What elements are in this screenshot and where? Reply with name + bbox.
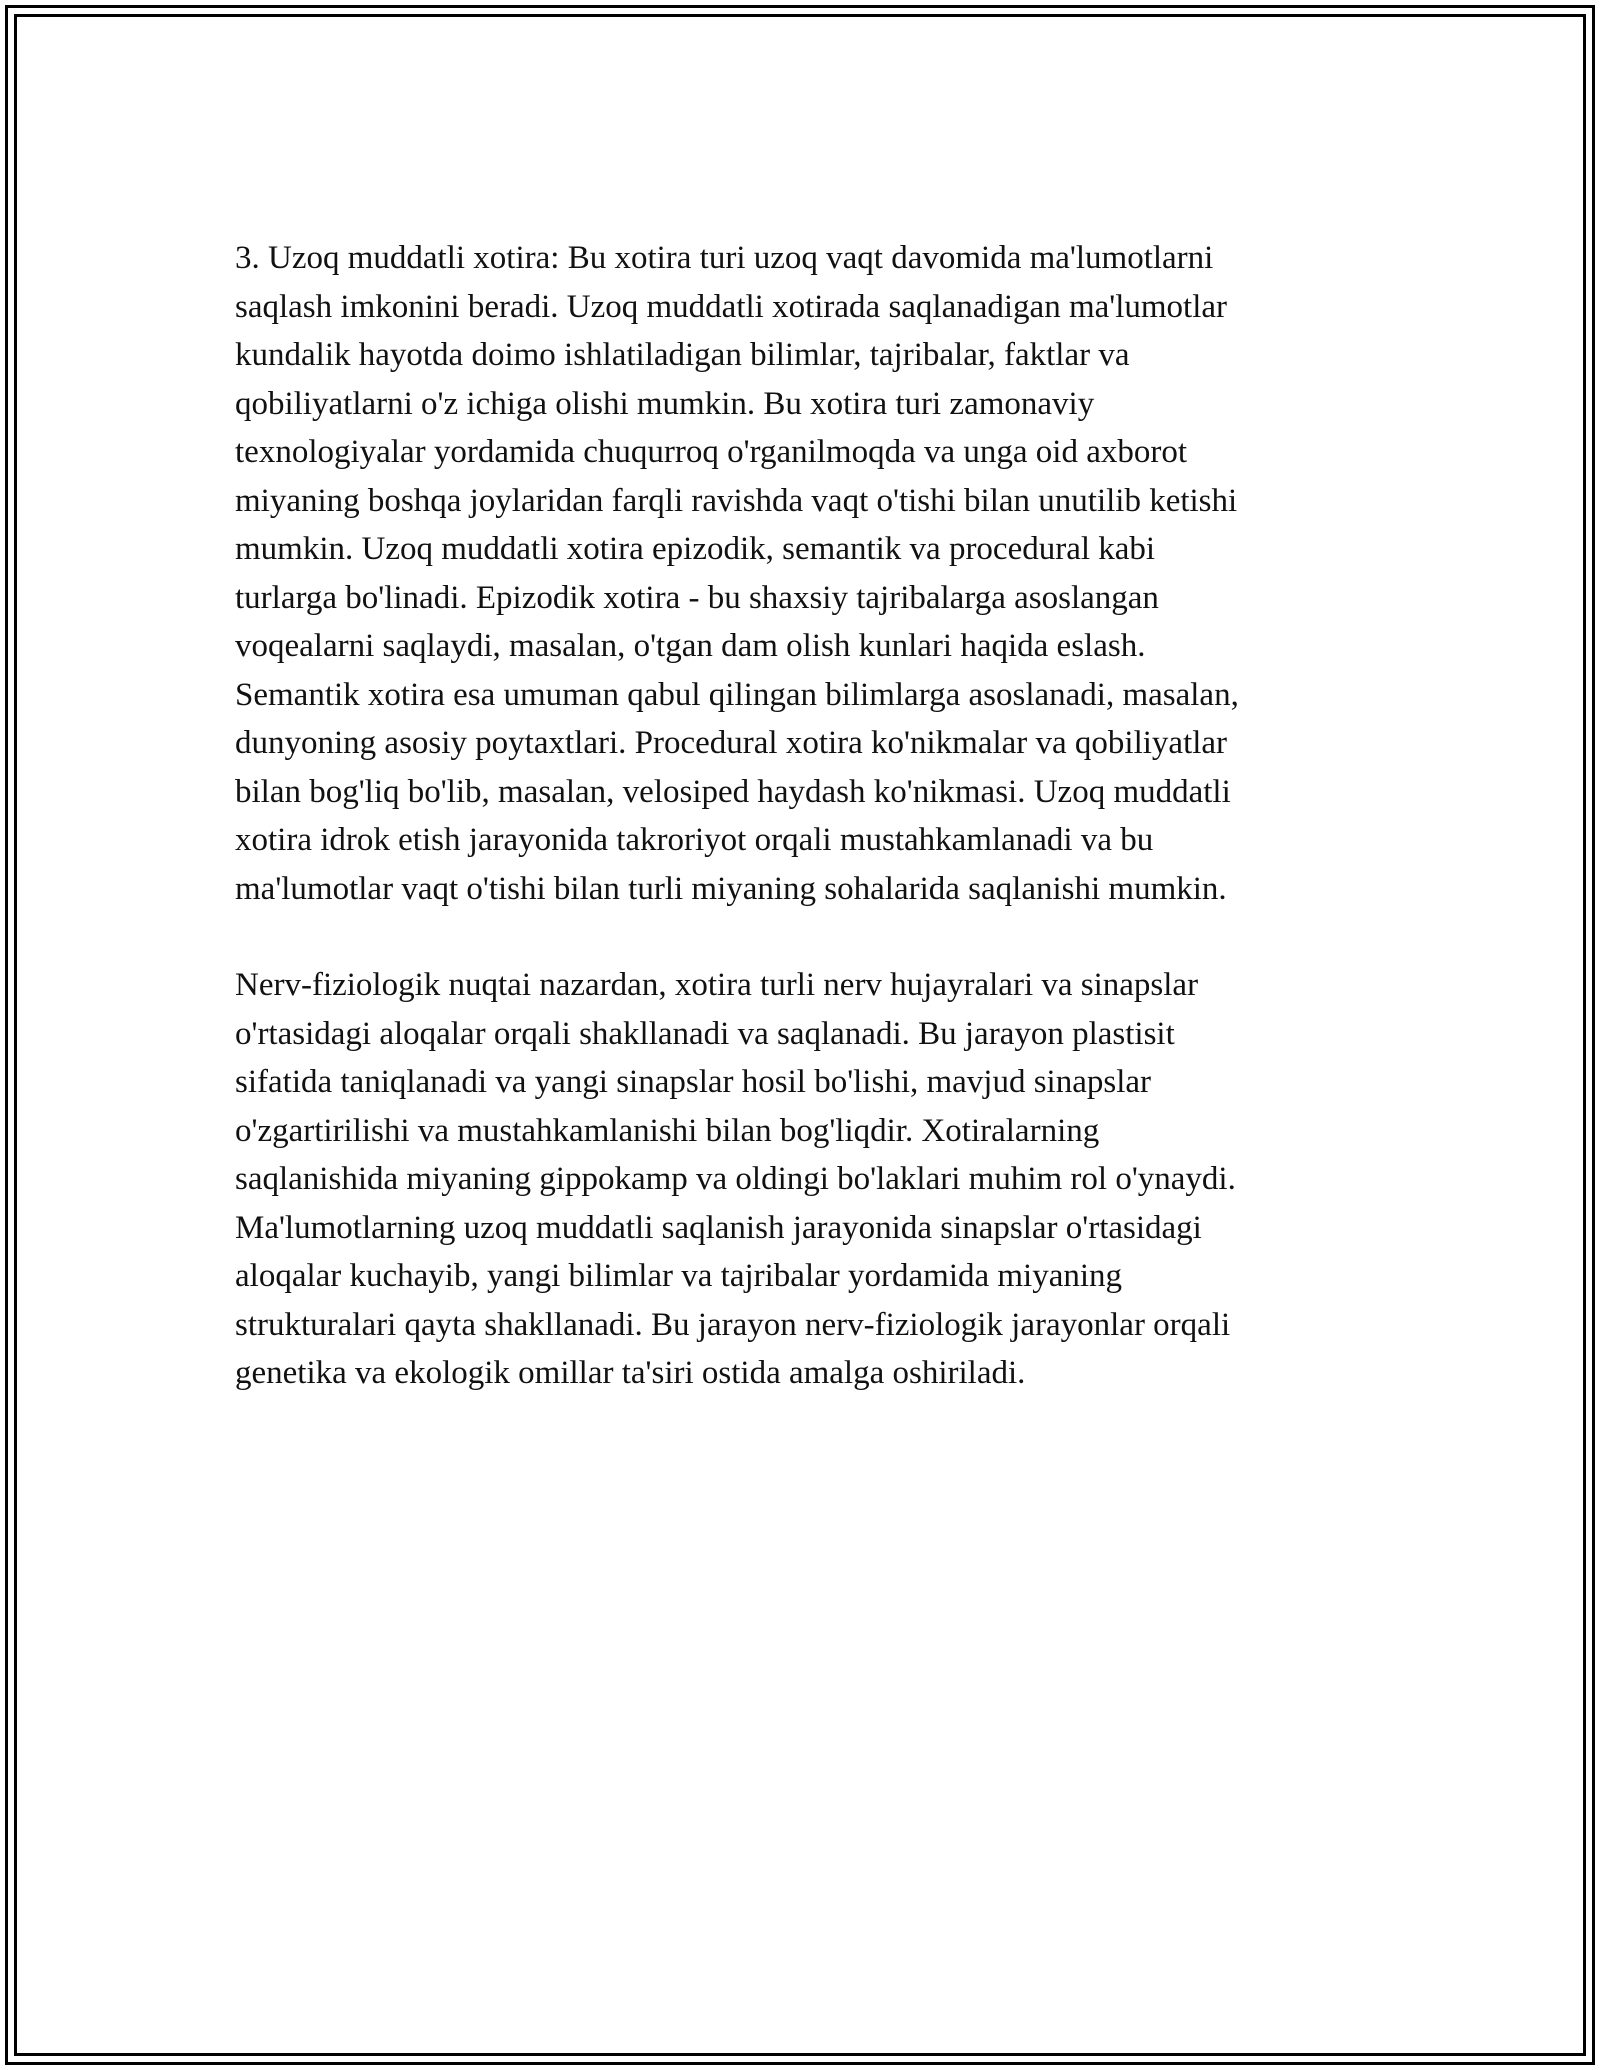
document-body [235, 234, 1365, 1446]
paragraph-long-term-memory: 3. Uzoq muddatli xotira: Bu xotira turi uzoq vaqt davomida ma'lumotlarni saqlash imkonini beradi. Uzoq muddatli xotirada saqlanadigan ma'lumotlar kundalik hayotda doimo ishlatiladigan bilimlar, tajribalar, faktlar va qobiliyatlarni o'z ichiga olishi mumkin. Bu xotira turi zamonaviy texnologiyalar yordamida chuqurroq o'rganilmoqda va unga oid axborot miyaning boshqa joylaridan farqli ravishda vaqt o'tishi bilan unutilib ketishi mumkin. Uzoq muddatli xotira epizodik, semantik va procedural kabi turlarga bo'linadi. Epizodik xotira - bu shaxsiy tajribalarga asoslangan voqealarni saqlaydi, masalan, o'tgan dam olish kunlari haqida eslash. Semantik xotira esa umuman qabul qilingan bilimlarga asoslanadi, masalan, dunyoning asosiy poytaxtlari. Procedural xotira ko'nikmalar va qobiliyatlar bilan bog'liq bo'lib, masalan, velosiped haydash ko'nikmasi. Uzoq muddatli xotira idrok etish jarayonida takroriyot orqali mustahkamlanadi va bu ma'lumotlar vaqt o'tishi bilan turli miyaning sohalarida saqlanishi mumkin. [235, 240, 1239, 907]
paragraph-neurophysiology: Nerv-fiziologik nuqtai nazardan, xotira turli nerv hujayralari va sinapslar o'rtasidagi aloqalar orqali shakllanadi va saqlanadi. Bu jarayon plastisit sifatida taniqlanadi va yangi sinapslar hosil bo'lishi, mavjud sinapslar o'zgartirilishi va mustahkamlanishi bilan bog'liqdir. Xotiralarning saqlanishida miyaning gippokamp va oldingi bo'laklari muhim rol o'ynaydi. Ma'lumotlarning uzoq muddatli saqlanish jarayonida sinapslar o'rtasidagi aloqalar kuchayib, yangi bilimlar va tajribalar yordamida miyaning strukturalari qayta shakllanadi. Bu jarayon nerv-fiziologik jarayonlar orqali genetika va ekologik omillar ta'siri ostida amalga oshiriladi. [235, 967, 1236, 1391]
